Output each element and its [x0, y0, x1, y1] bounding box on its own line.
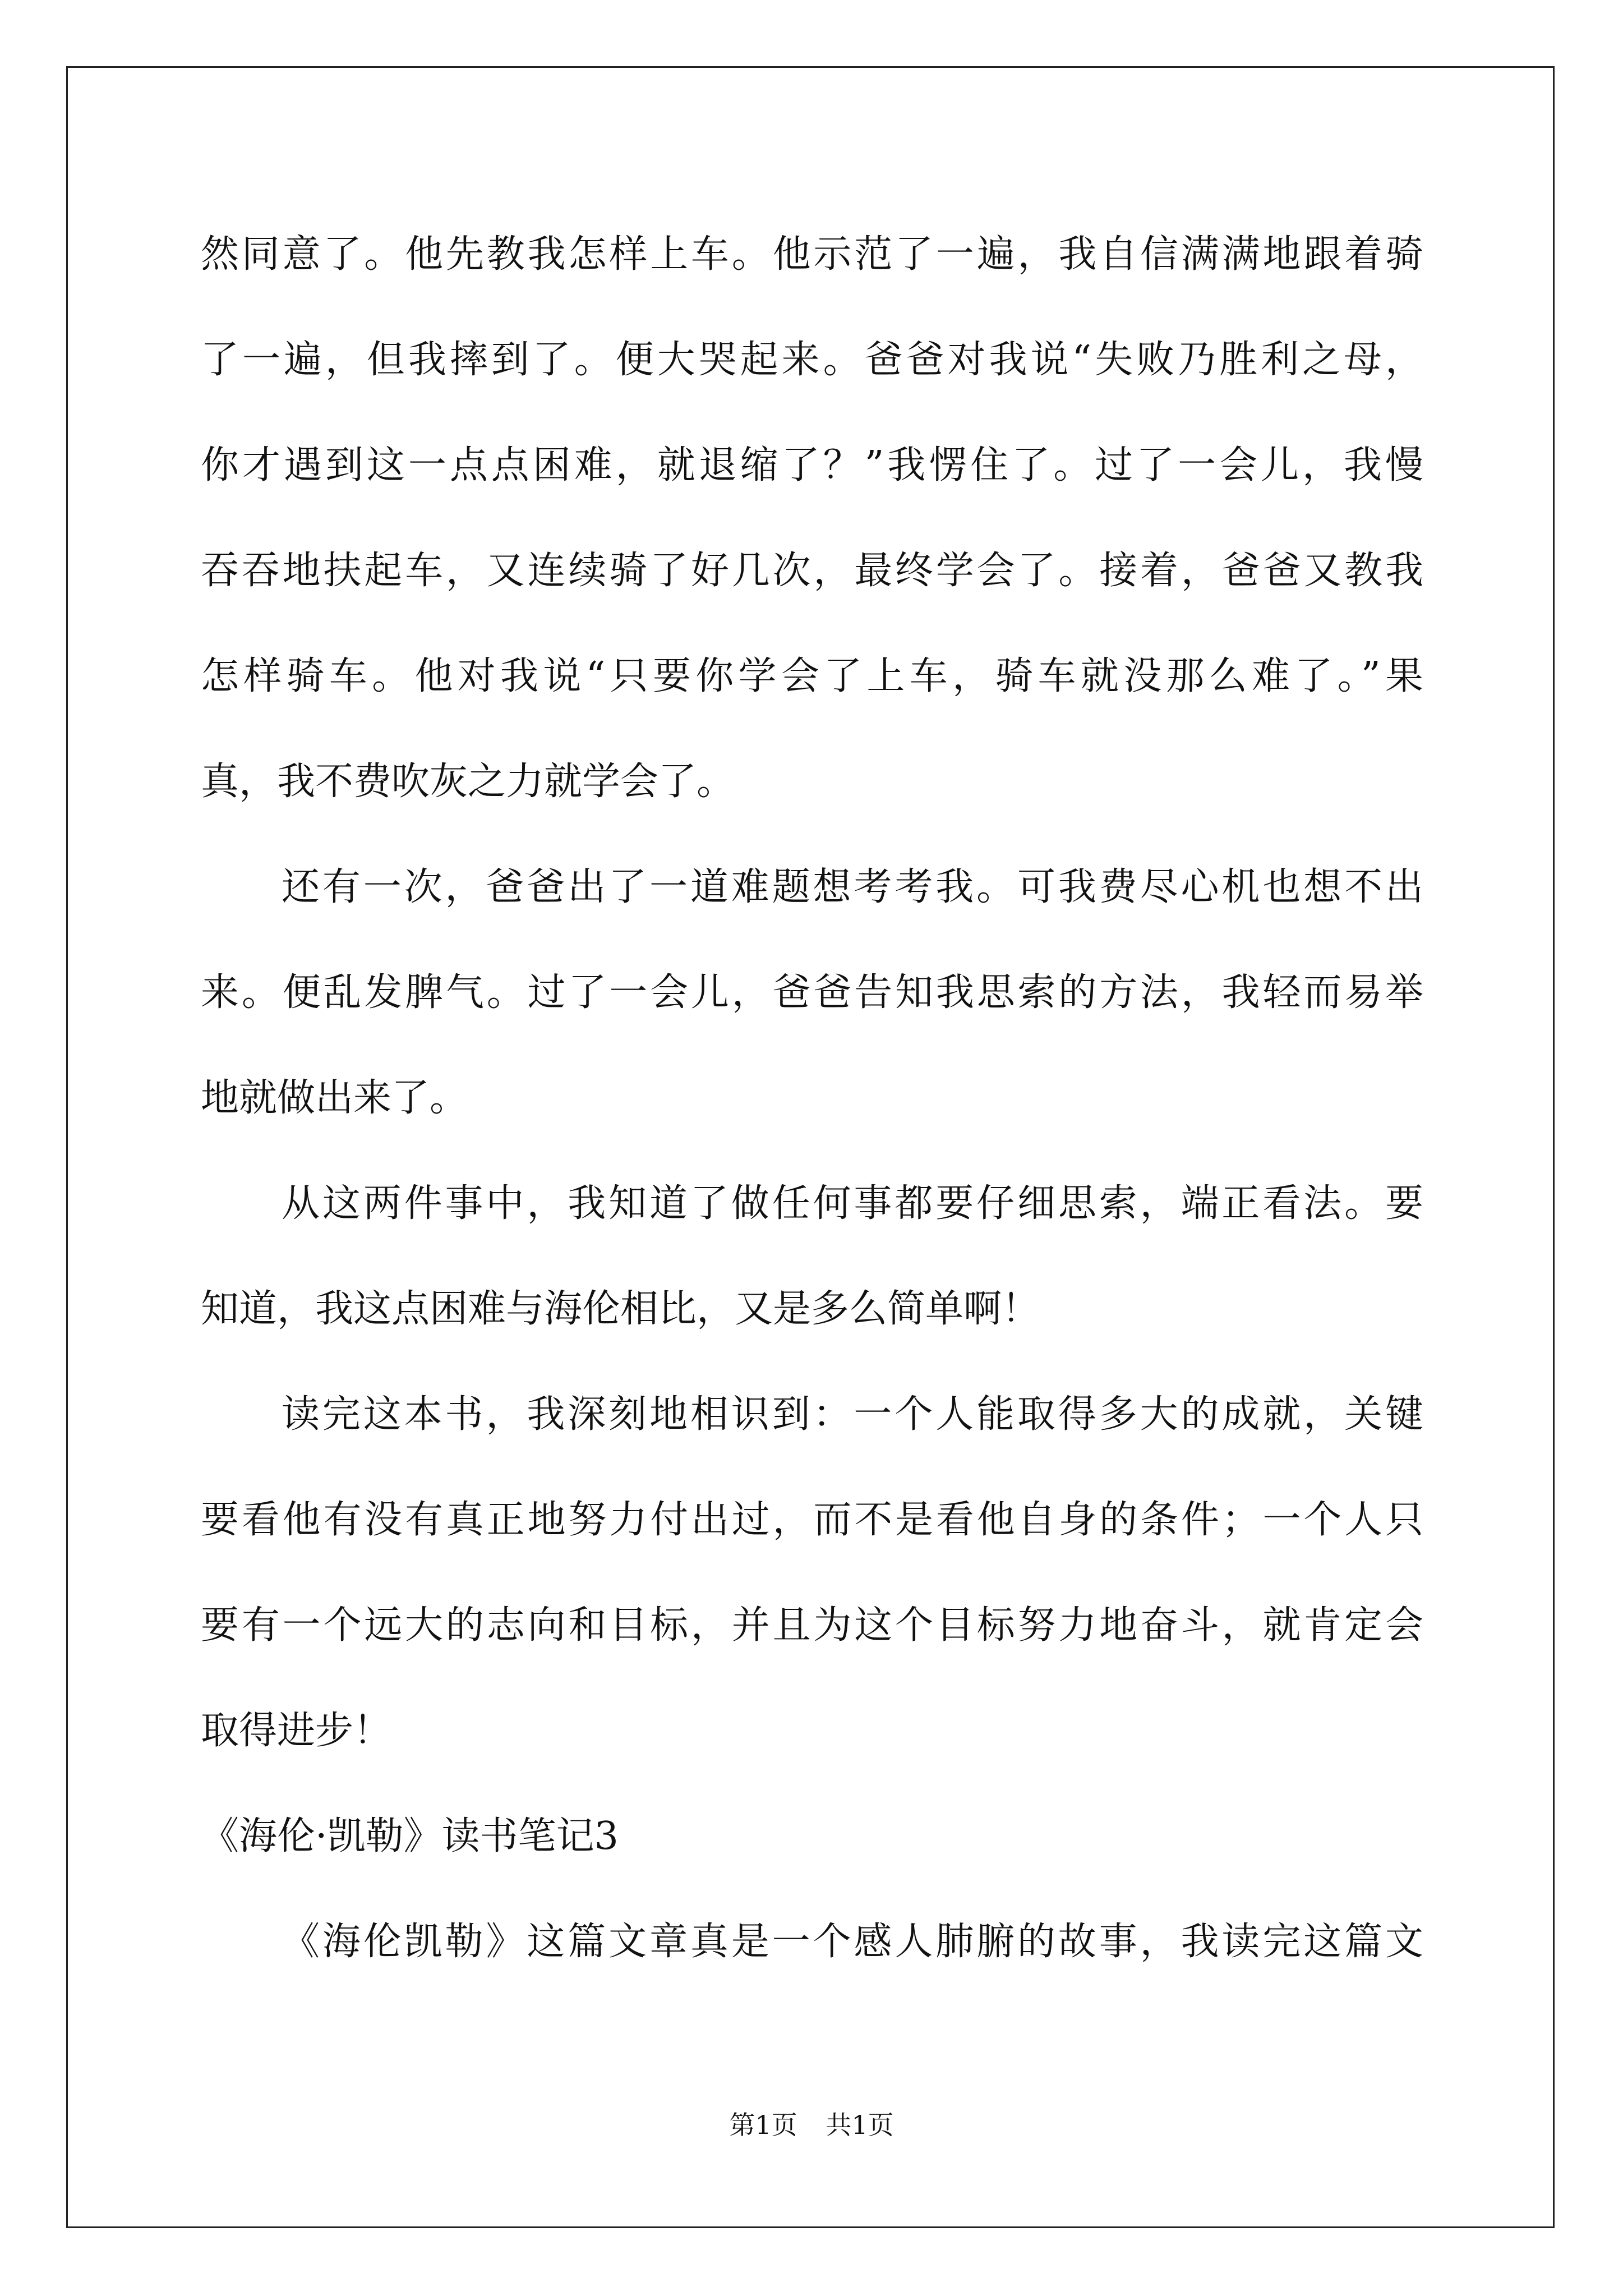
text-line: 要看他有没有真正地努力付出过，而不是看他自身的条件；一个人只 [201, 1498, 1423, 1542]
page-number-total: 共1页 [826, 2110, 894, 2140]
document-body [201, 220, 1423, 2013]
text-line: 然同意了。他先教我怎样上车。他示范了一遍，我自信满满地跟着骑 [201, 232, 1423, 277]
paragraph-3 [201, 1169, 1423, 1380]
page-number-current: 第1页 [729, 2110, 797, 2140]
text-line: 要有一个远大的志向和目标，并且为这个目标努力地奋斗，就肯定会 [201, 1603, 1423, 1648]
text-line: 你才遇到这一点点困难，就退缩了？”我愣住了。过了一会儿，我慢 [201, 443, 1423, 487]
section-heading: 《海伦·凯勒》读书笔记3 [201, 1814, 619, 1858]
text-line: 取得进步！ [201, 1709, 392, 1753]
text-line: 知道，我这点困难与海伦相比，又是多么简单啊！ [201, 1287, 1040, 1331]
text-line: 地就做出来了。 [201, 1076, 468, 1120]
paragraph-4 [201, 1380, 1423, 1802]
page-footer [0, 2108, 1623, 2142]
text-line: 读完这本书，我深刻地相识到：一个人能取得多大的成就，关键 [282, 1392, 1423, 1437]
paragraph-1 [201, 220, 1423, 853]
text-line: 了一遍，但我摔到了。便大哭起来。爸爸对我说“失败乃胜利之母， [201, 338, 1423, 382]
text-line: 还有一次，爸爸出了一道难题想考考我。可我费尽心机也想不出 [282, 865, 1423, 909]
paragraph-2 [201, 853, 1423, 1169]
text-line: 真，我不费吹灰之力就学会了。 [201, 760, 735, 804]
text-line: 来。便乱发脾气。过了一会儿，爸爸告知我思索的方法，我轻而易举 [201, 970, 1423, 1015]
text-line: 吞吞地扶起车，又连续骑了好几次，最终学会了。接着，爸爸又教我 [201, 549, 1423, 593]
text-line: 从这两件事中，我知道了做任何事都要仔细思索，端正看法。要 [282, 1181, 1423, 1226]
paragraph-5-first-line: 《海伦凯勒》这篇文章真是一个感人肺腑的故事，我读完这篇文 [282, 1920, 1423, 1964]
text-line: 怎样骑车。他对我说“只要你学会了上车，骑车就没那么难了。”果 [201, 654, 1423, 698]
